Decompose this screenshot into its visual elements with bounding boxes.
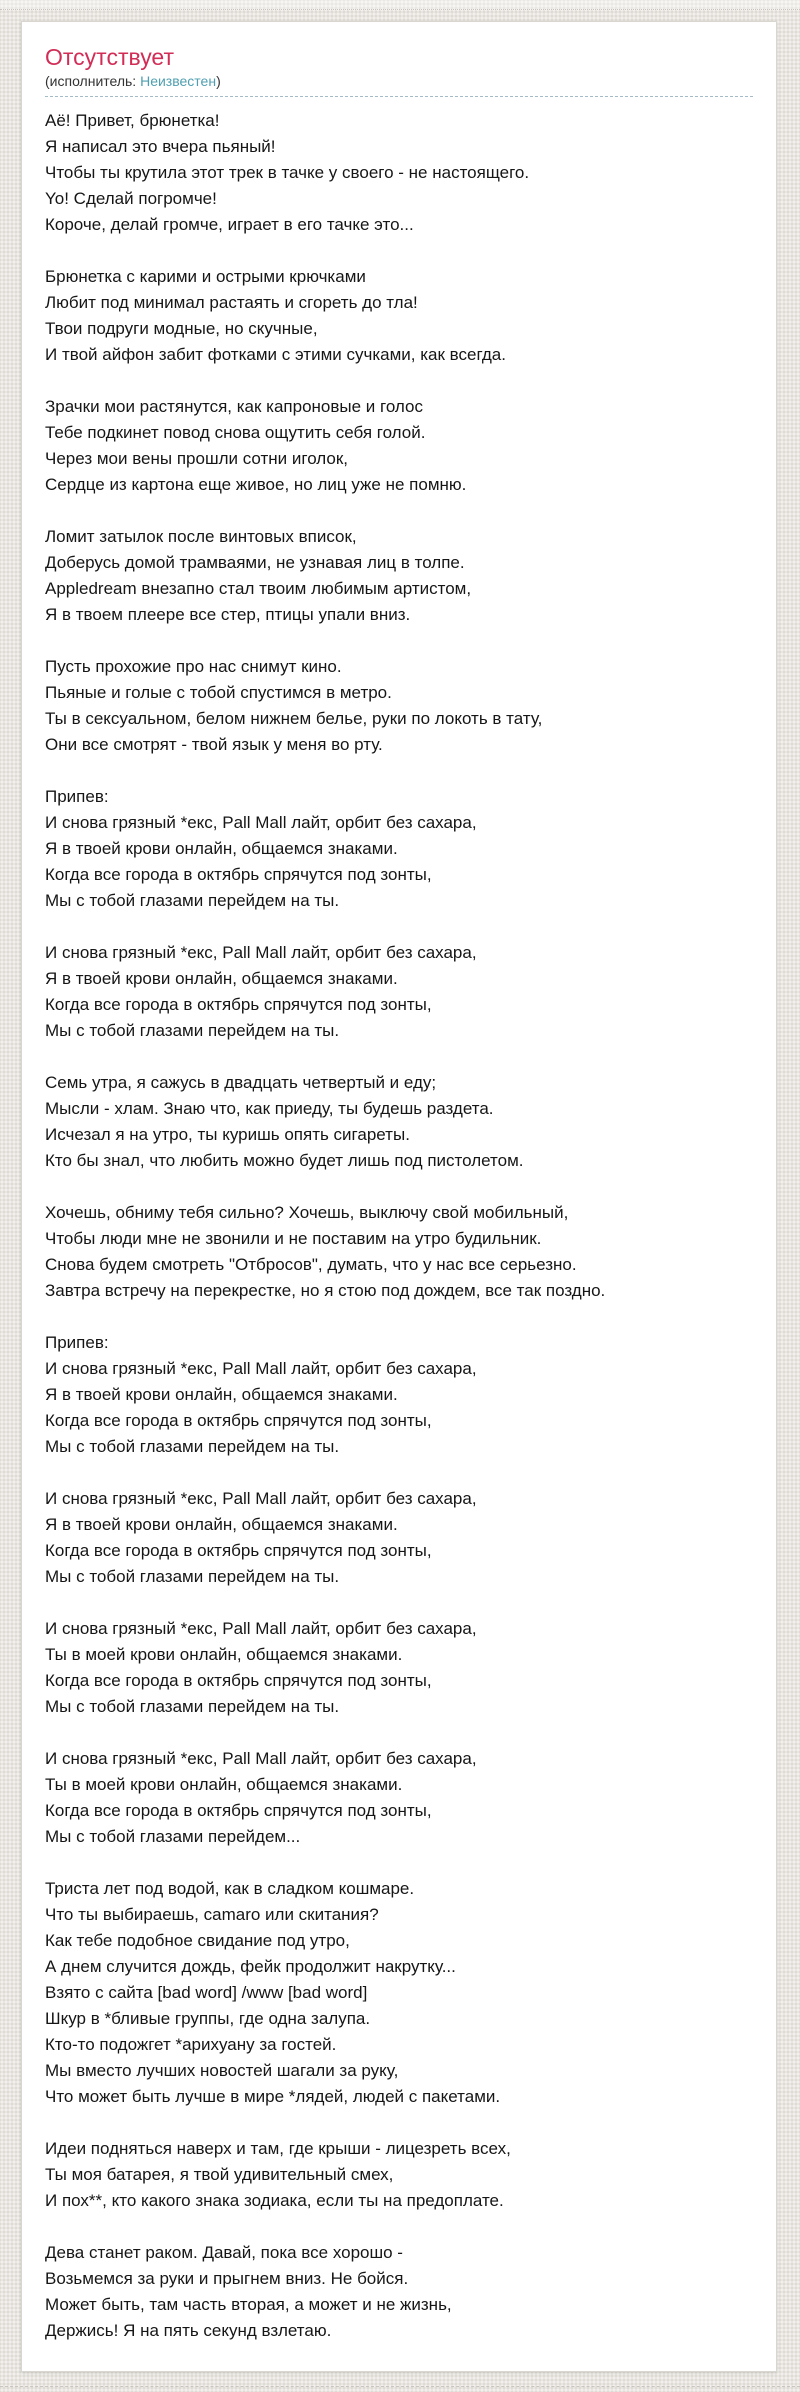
- stanza: [45, 654, 753, 758]
- stanza: [45, 264, 753, 368]
- stanza: [45, 1486, 753, 1590]
- lyric-line: Взято с сайта [bad word] /www [bad word]: [45, 1983, 368, 2003]
- lyric-line: И снова грязный *екс, Pall Mall лайт, орбит без сахара,: [45, 1749, 477, 1769]
- lyric-line: Ты в моей крови онлайн, общаемся знаками.: [45, 1775, 403, 1795]
- lyric-line: Мы с тобой глазами перейдем на ты.: [45, 1567, 340, 1587]
- lyric-line: Семь утра, я сажусь в двадцать четвертый и еду;: [45, 1073, 437, 1093]
- lyric-line: Я в твоей крови онлайн, общаемся знаками.: [45, 1515, 398, 1535]
- lyric-line: Дева станет раком. Давай, пока все хорошо -: [45, 2243, 403, 2263]
- stanza: [45, 940, 753, 1044]
- top-texture-strip: [0, 0, 800, 10]
- lyric-line: Они все смотрят - твой язык у меня во рту.: [45, 735, 383, 755]
- lyric-line: Завтра встречу на перекрестке, но я стою под дождем, все так поздно.: [45, 1281, 606, 1301]
- lyric-line: Доберусь домой трамваями, не узнавая лиц в толпе.: [45, 553, 465, 573]
- lyric-line: Ты моя батарея, я твой удивительный смех,: [45, 2165, 394, 2185]
- lyric-line: Кто-то подожгет *арихуану за гостей.: [45, 2035, 337, 2055]
- stanza: [45, 1876, 753, 2110]
- lyric-line: Ты в моей крови онлайн, общаемся знаками.: [45, 1645, 403, 1665]
- artist-label-prefix: (исполнитель:: [45, 73, 141, 90]
- lyric-line: Припев:: [45, 1333, 109, 1353]
- lyric-line: Ты в сексуальном, белом нижнем белье, руки по локоть в тату,: [45, 709, 543, 729]
- stanza: [45, 1746, 753, 1850]
- lyric-line: Что может быть лучше в мире *лядей, людей с пакетами.: [45, 2087, 501, 2107]
- lyric-line: Тебе подкинет повод снова ощутить себя голой.: [45, 423, 426, 443]
- lyric-line: Я написал это вчера пьяный!: [45, 137, 276, 157]
- lyric-line: Хочешь, обниму тебя сильно? Хочешь, выключу свой мобильный,: [45, 1203, 569, 1223]
- lyric-line: Когда все города в октябрь спрячутся под зонты,: [45, 1801, 432, 1821]
- lyric-line: Через мои вены прошли сотни иголок,: [45, 449, 349, 469]
- lyric-line: И пох**, кто какого знака зодиака, если ты на предоплате.: [45, 2191, 504, 2211]
- lyric-line: Может быть, там часть вторая, а может и не жизнь,: [45, 2295, 452, 2315]
- lyric-line: И снова грязный *екс, Pall Mall лайт, орбит без сахара,: [45, 1489, 477, 1509]
- artist-line: [45, 73, 753, 97]
- artist-link[interactable]: Неизвестен: [140, 73, 217, 90]
- lyric-line: Что ты выбираешь, camaro или скитания?: [45, 1905, 379, 1925]
- stanza: [45, 1330, 753, 1460]
- lyrics-card: [21, 21, 777, 2372]
- stanza: [45, 394, 753, 498]
- stanza: [45, 2240, 753, 2344]
- lyric-line: Зрачки мои растянутся, как капроновые и голос: [45, 397, 423, 417]
- lyric-line: Твои подруги модные, но скучные,: [45, 319, 318, 339]
- lyric-line: Пьяные и голые с тобой спустимся в метро.: [45, 683, 392, 703]
- lyric-line: Мы вместо лучших новостей шагали за руку,: [45, 2061, 399, 2081]
- stanza: [45, 108, 753, 238]
- artist-label-suffix: ): [216, 73, 221, 90]
- bottom-stitch-line: [0, 2386, 800, 2387]
- lyric-line: Мы с тобой глазами перейдем на ты.: [45, 1437, 340, 1457]
- lyrics-text: [45, 108, 753, 2344]
- lyric-line: Я в твоей крови онлайн, общаемся знаками.: [45, 839, 398, 859]
- lyric-line: Брюнетка с карими и острыми крючками: [45, 267, 366, 287]
- lyric-line: Возьмемся за руки и прыгнем вниз. Не бойся.: [45, 2269, 409, 2289]
- lyric-line: Ломит затылок после винтовых вписок,: [45, 527, 357, 547]
- lyric-line: И снова грязный *екс, Pall Mall лайт, орбит без сахара,: [45, 813, 477, 833]
- lyric-line: Мы с тобой глазами перейдем на ты.: [45, 1021, 340, 1041]
- lyric-line: Я в твоей крови онлайн, общаемся знаками.: [45, 1385, 398, 1405]
- lyric-line: Мы с тобой глазами перейдем...: [45, 1827, 301, 1847]
- lyric-line: Мы с тобой глазами перейдем на ты.: [45, 891, 340, 911]
- stanza: [45, 1616, 753, 1720]
- song-title: Отсутствует: [45, 44, 174, 70]
- lyric-line: Триста лет под водой, как в сладком кошмаре.: [45, 1879, 415, 1899]
- lyric-line: Снова будем смотреть "Отбросов", думать, что у нас все серьезно.: [45, 1255, 577, 1275]
- lyric-line: Идеи подняться наверх и там, где крыши - лицезреть всех,: [45, 2139, 511, 2159]
- lyric-line: Когда все города в октябрь спрячутся под зонты,: [45, 1671, 432, 1691]
- lyric-line: И твой айфон забит фотками с этими сучками, как всегда.: [45, 345, 506, 365]
- lyric-line: Когда все города в октябрь спрячутся под зонты,: [45, 865, 432, 885]
- lyric-line: Когда все города в октябрь спрячутся под зонты,: [45, 1541, 432, 1561]
- lyric-line: Я в твоей крови онлайн, общаемся знаками.: [45, 969, 398, 989]
- lyric-line: Пусть прохожие про нас снимут кино.: [45, 657, 342, 677]
- lyric-line: Любит под минимал растаять и сгореть до тла!: [45, 293, 418, 313]
- lyric-line: И снова грязный *екс, Pall Mall лайт, орбит без сахара,: [45, 1619, 477, 1639]
- lyric-line: Как тебе подобное свидание под утро,: [45, 1931, 350, 1951]
- lyric-line: И снова грязный *екс, Pall Mall лайт, орбит без сахара,: [45, 1359, 477, 1379]
- lyric-line: Аё! Привет, брюнетка!: [45, 111, 220, 131]
- lyric-line: Когда все города в октябрь спрячутся под зонты,: [45, 1411, 432, 1431]
- lyric-line: Yo! Сделай погромче!: [45, 189, 217, 209]
- lyric-line: А днем случится дождь, фейк продолжит накрутку...: [45, 1957, 456, 1977]
- lyric-line: И снова грязный *екс, Pall Mall лайт, орбит без сахара,: [45, 943, 477, 963]
- lyric-line: Мысли - хлам. Знаю что, как приеду, ты будешь раздета.: [45, 1099, 494, 1119]
- lyric-line: Шкур в *бливые группы, где одна залупа.: [45, 2009, 371, 2029]
- lyric-line: Мы с тобой глазами перейдем на ты.: [45, 1697, 340, 1717]
- lyric-line: Я в твоем плеере все стер, птицы упали вниз.: [45, 605, 411, 625]
- stanza: [45, 1070, 753, 1174]
- lyric-line: Исчезал я на утро, ты куришь опять сигареты.: [45, 1125, 410, 1145]
- lyric-line: Сердце из картона еще живое, но лиц уже не помню.: [45, 475, 467, 495]
- lyric-line: Когда все города в октябрь спрячутся под зонты,: [45, 995, 432, 1015]
- lyric-line: Держись! Я на пять секунд взлетаю.: [45, 2321, 332, 2341]
- stanza: [45, 2136, 753, 2214]
- lyric-line: Appledream внезапно стал твоим любимым артистом,: [45, 579, 472, 599]
- stanza: [45, 1200, 753, 1304]
- lyric-line: Чтобы люди мне не звонили и не поставим на утро будильник.: [45, 1229, 542, 1249]
- lyric-line: Припев:: [45, 787, 109, 807]
- stanza: [45, 524, 753, 628]
- stanza: [45, 784, 753, 914]
- lyric-line: Короче, делай громче, играет в его тачке это...: [45, 215, 414, 235]
- lyric-line: Чтобы ты крутила этот трек в тачке у своего - не настоящего.: [45, 163, 530, 183]
- lyric-line: Кто бы знал, что любить можно будет лишь под пистолетом.: [45, 1151, 524, 1171]
